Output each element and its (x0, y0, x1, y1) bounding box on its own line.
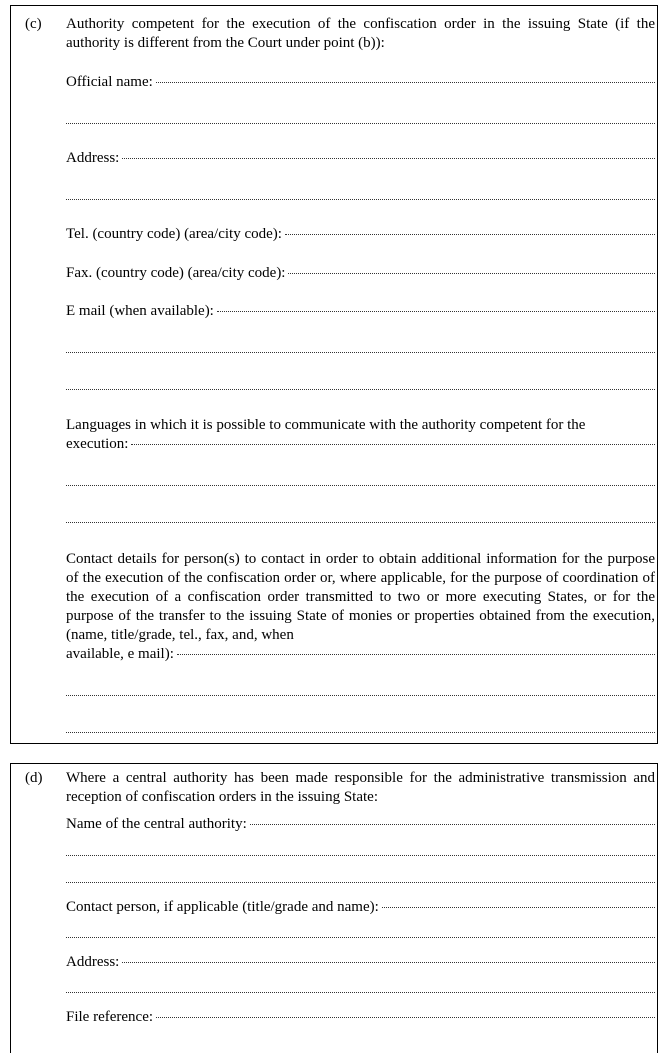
file-reference-label: File reference: (66, 1009, 154, 1025)
contact-details-dots (177, 654, 655, 655)
address-label-c: Address: (66, 150, 120, 166)
address-line-2-d[interactable] (66, 992, 655, 993)
central-authority-name-field[interactable] (66, 815, 655, 834)
email-line-2[interactable] (66, 352, 655, 353)
section-d-heading: Where a central authority has been made responsible for the administrative transmission and reception of confiscation orders in the issuing State: (66, 770, 655, 805)
section-c-heading: Authority competent for the execution of the confiscation order in the issuing State (if the authority is different from the Court under point (b)): (66, 16, 655, 51)
email-line-3[interactable] (66, 389, 655, 390)
official-name-field[interactable] (66, 73, 655, 92)
central-authority-name-dots (250, 824, 655, 825)
email-label: E mail (when available): (66, 303, 214, 319)
contact-details-field[interactable] (66, 645, 655, 664)
section-d-box (10, 763, 658, 1053)
section-c-letter: (c) (25, 16, 42, 32)
tel-label: Tel. (country code) (area/city code): (66, 226, 282, 242)
central-authority-line-3[interactable] (66, 882, 655, 883)
address-label-d: Address: (66, 954, 120, 970)
central-authority-name-label: Name of the central authority: (66, 816, 247, 832)
languages-label: execution: (66, 436, 129, 452)
file-reference-field[interactable] (66, 1008, 655, 1027)
address-dots-d (122, 962, 655, 963)
address-field-c[interactable] (66, 149, 655, 168)
languages-text: Languages in which it is possible to communicate with the authority competent for the (66, 417, 586, 433)
section-c-box (10, 5, 658, 744)
contact-details-line-3[interactable] (66, 732, 655, 733)
fax-field[interactable] (66, 264, 655, 283)
address-line-2-c[interactable] (66, 199, 655, 200)
address-field-d[interactable] (66, 953, 655, 972)
address-dots-c (122, 158, 655, 159)
official-name-label: Official name: (66, 74, 153, 90)
section-d-letter: (d) (25, 770, 43, 786)
email-field[interactable] (66, 302, 655, 321)
official-name-line-2[interactable] (66, 123, 655, 124)
email-dots (217, 311, 655, 312)
fax-label: Fax. (country code) (area/city code): (66, 265, 286, 281)
contact-person-field[interactable] (66, 898, 655, 917)
file-reference-dots (156, 1017, 655, 1018)
central-authority-line-2[interactable] (66, 855, 655, 856)
contact-details-label: available, e mail): (66, 646, 174, 662)
languages-field[interactable] (66, 435, 655, 454)
official-name-dots (156, 82, 655, 83)
contact-person-line-2[interactable] (66, 937, 655, 938)
languages-line-3[interactable] (66, 522, 655, 523)
contact-details-text: Contact details for person(s) to contact in order to obtain additional information for the purpose of the execution of the confiscation order or, where applicable, for the purpose of coordination of the execution of a confiscation order transmitted to two or more executing States, or for the purpose of the transfer to the issuing State of monies or properties obtained from the execution, (name, title/grade, tel., fax, and, when (66, 551, 655, 643)
tel-dots (285, 234, 655, 235)
fax-dots (288, 273, 655, 274)
languages-line-2[interactable] (66, 485, 655, 486)
tel-field[interactable] (66, 225, 655, 244)
contact-person-dots (382, 907, 655, 908)
languages-dots (131, 444, 655, 445)
contact-person-label: Contact person, if applicable (title/grade and name): (66, 899, 379, 915)
contact-details-line-2[interactable] (66, 695, 655, 696)
